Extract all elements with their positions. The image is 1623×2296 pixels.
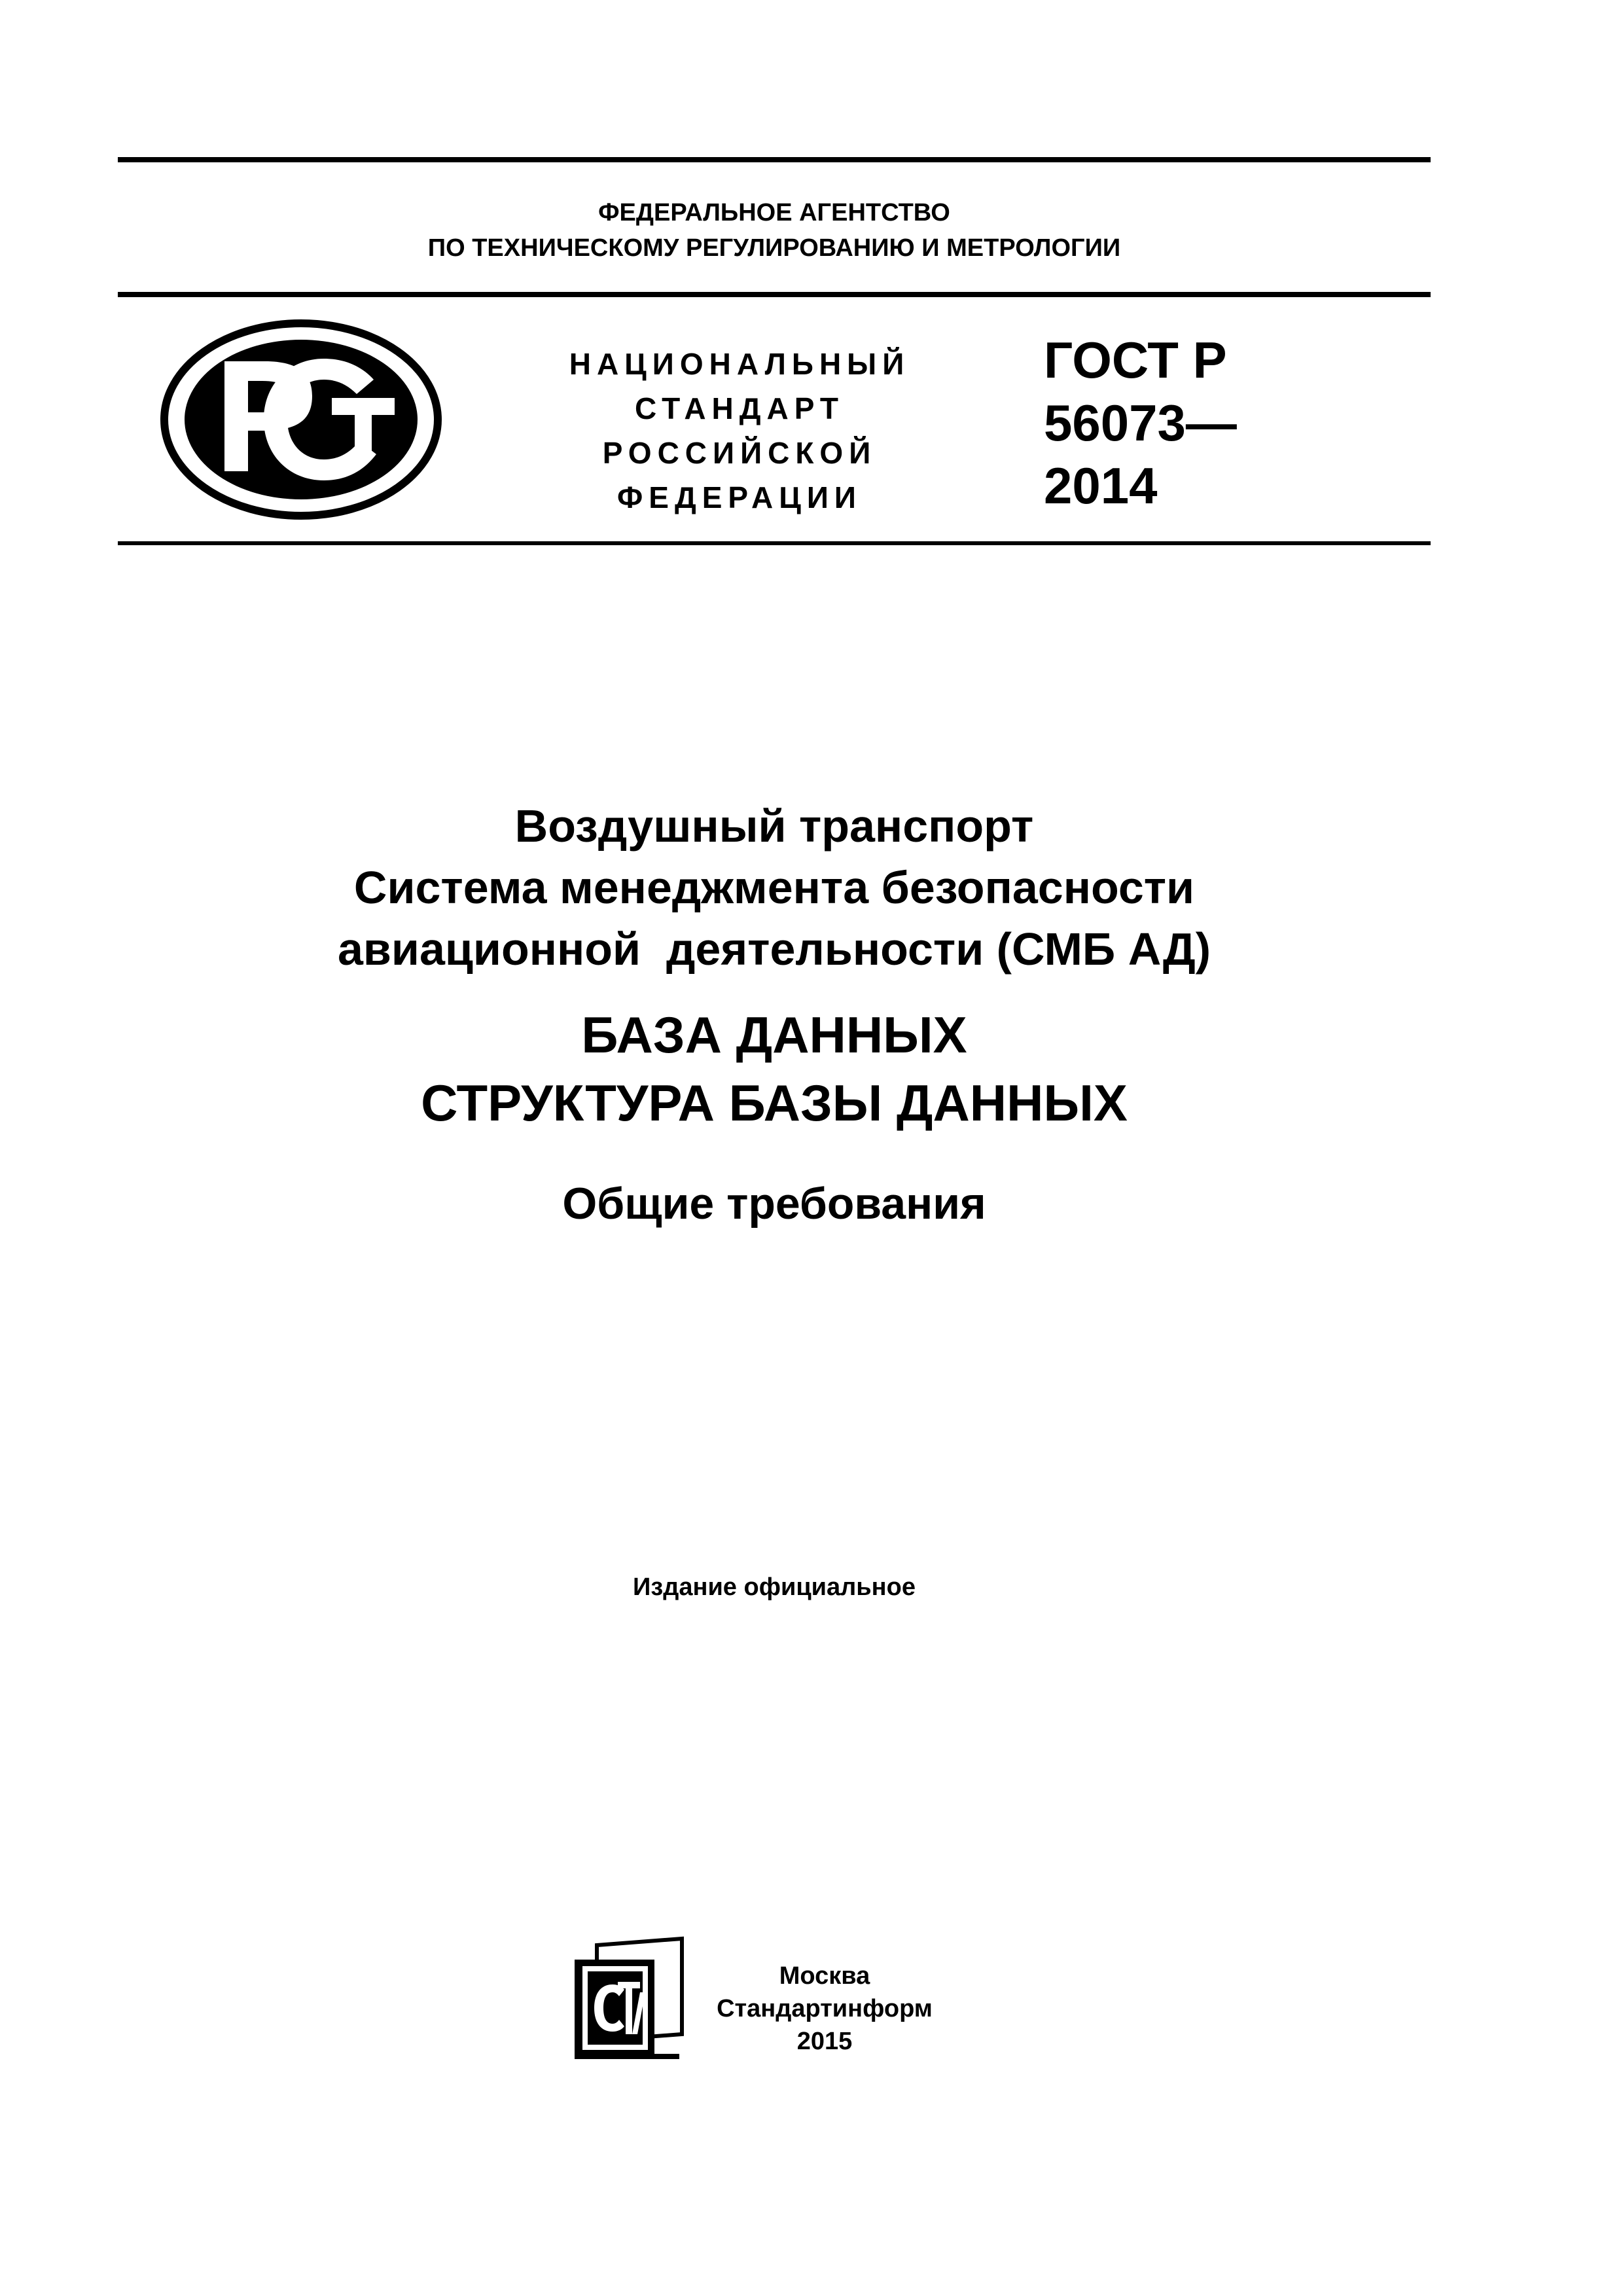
- header-rule: [118, 292, 1431, 297]
- publisher-name: Стандартинформ: [717, 1995, 933, 2022]
- publisher-block: [694, 1960, 955, 2058]
- top-rule: [118, 157, 1431, 162]
- subject-line-3: авиационной деятельности (СМБ АД): [337, 924, 1211, 975]
- standard-code: [1044, 329, 1237, 517]
- main-title-line-1: БАЗА ДАННЫХ: [581, 1006, 967, 1064]
- national-line-1: НАЦИОНАЛЬНЫЙ: [569, 347, 910, 381]
- agency-line-1: ФЕДЕРАЛЬНОЕ АГЕНТСТВО: [598, 199, 950, 226]
- subject-heading: [118, 795, 1431, 980]
- subtitle: Общие требования: [562, 1179, 986, 1229]
- edition-label: Издание официальное: [633, 1573, 916, 1601]
- main-title: [118, 1001, 1431, 1137]
- document-title-block: [118, 795, 1431, 1234]
- standard-code-line-1: ГОСТ Р: [1044, 331, 1227, 389]
- standard-code-line-2: 56073—: [1044, 394, 1237, 452]
- main-title-line-2: СТРУКТУРА БАЗЫ ДАННЫХ: [421, 1074, 1128, 1132]
- agency-line-2: ПО ТЕХНИЧЕСКОМУ РЕГУЛИРОВАНИЮ И МЕТРОЛОГИИ: [427, 234, 1121, 262]
- standard-code-line-3: 2014: [1044, 457, 1158, 514]
- national-line-4: ФЕДЕРАЦИИ: [617, 480, 862, 514]
- national-line-3: РОССИЙСКОЙ: [602, 436, 877, 470]
- rst-emblem-icon: [160, 319, 442, 520]
- national-line-2: СТАНДАРТ: [635, 391, 844, 425]
- agency-header: [118, 195, 1431, 266]
- standard-rule: [118, 541, 1431, 545]
- subject-line-1: Воздушный транспорт: [514, 800, 1034, 852]
- publisher-city: Москва: [779, 1962, 870, 1990]
- subject-line-2: Система менеджмента безопасности: [353, 862, 1195, 913]
- national-standard-label: [537, 342, 942, 520]
- standartinform-logo-icon: [571, 1936, 688, 2062]
- publisher-year: 2015: [796, 2028, 853, 2055]
